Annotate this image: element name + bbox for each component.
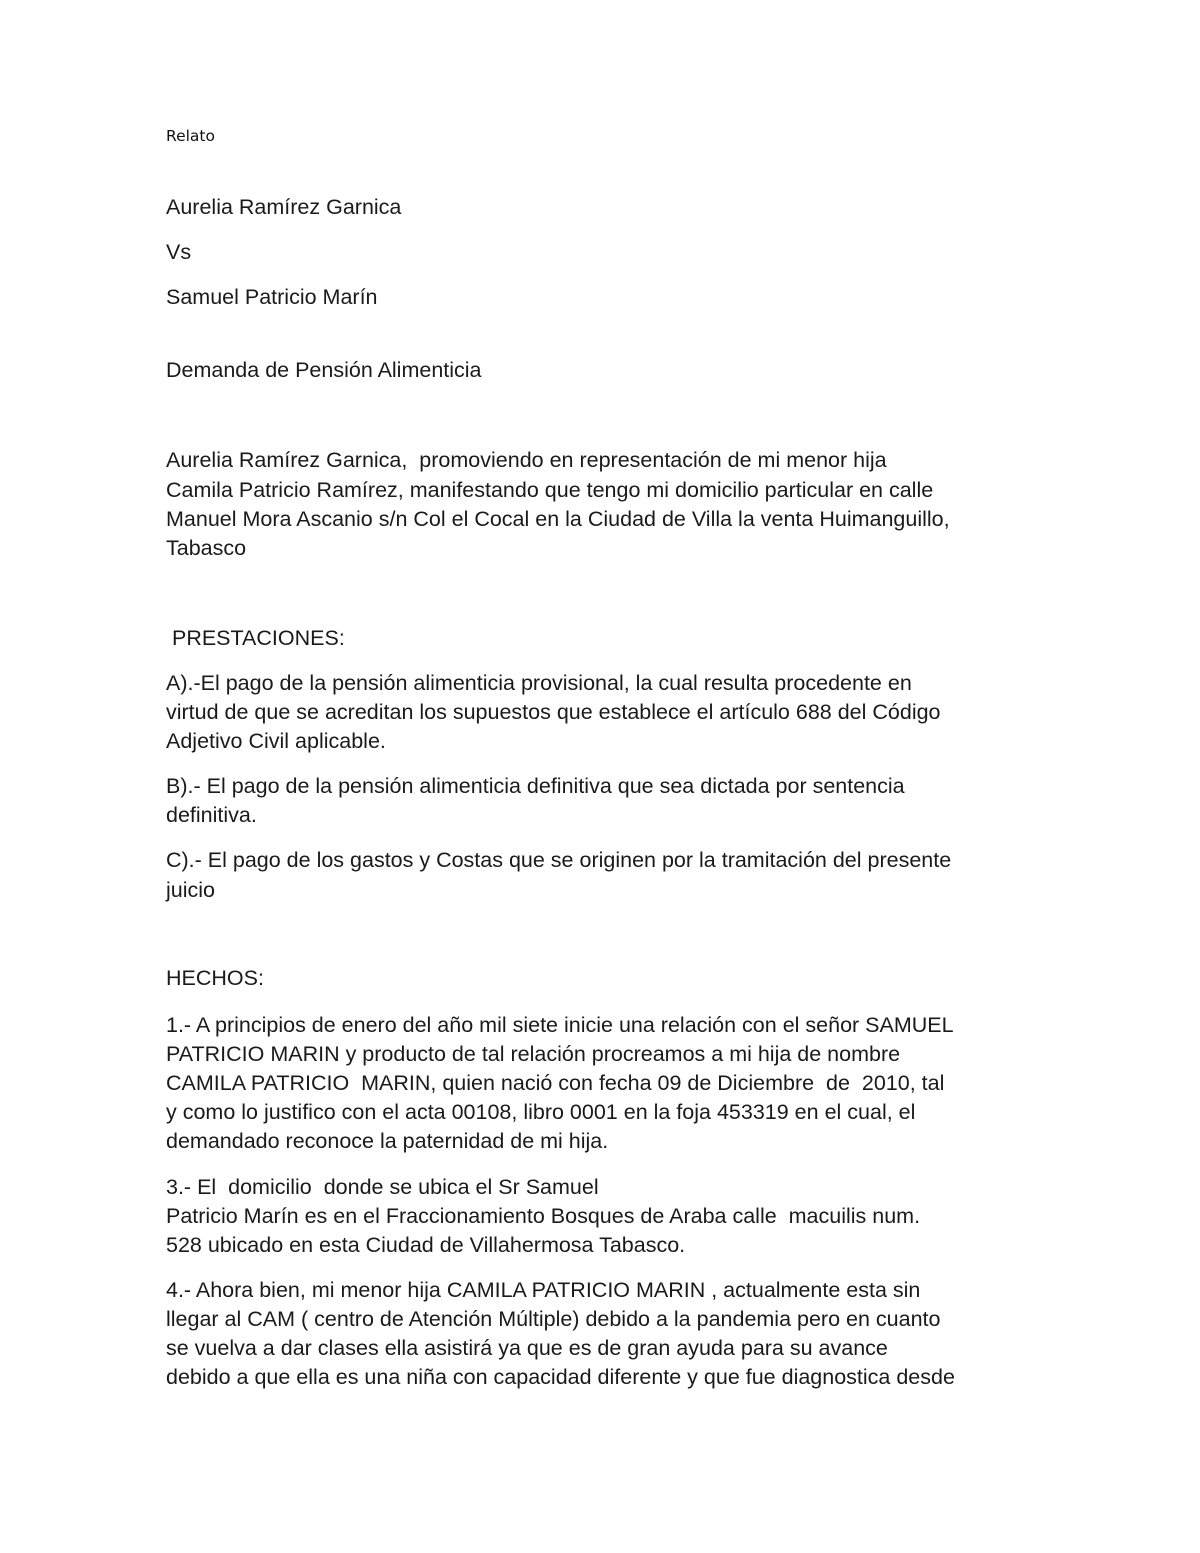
hecho-4-line: 4.- Ahora bien, mi menor hija CAMILA PATRICIO MARIN , actualmente esta sin: [166, 1278, 921, 1302]
defendant-name: Samuel Patricio Marín: [166, 285, 378, 309]
hecho-4-line: se vuelva a dar clases ella asistirá ya que es de gran ayuda para su avance: [166, 1336, 888, 1360]
document-title: Demanda de Pensión Alimenticia: [166, 358, 482, 382]
prestacion-b-line: B).- El pago de la pensión alimenticia definitiva que sea dictada por sentencia: [166, 774, 905, 798]
intro-line: Camila Patricio Ramírez, manifestando que tengo mi domicilio particular en calle: [166, 478, 934, 502]
hecho-4-line: llegar al CAM ( centro de Atención Múltiple) debido a la pandemia pero en cuanto: [166, 1307, 941, 1331]
versus-label: Vs: [166, 240, 192, 264]
hecho-1-line: demandado reconoce la paternidad de mi hija.: [166, 1129, 609, 1153]
prestacion-b-line: definitiva.: [166, 803, 257, 827]
prestaciones-heading: PRESTACIONES:: [166, 626, 345, 650]
hecho-3-line: Patricio Marín es en el Fraccionamiento Bosques de Araba calle macuilis num.: [166, 1204, 921, 1228]
document-heading: Relato: [166, 127, 215, 145]
prestacion-c-line: juicio: [166, 878, 215, 902]
hecho-1-line: PATRICIO MARIN y producto de tal relación procreamos a mi hija de nombre: [166, 1042, 901, 1066]
intro-line: Aurelia Ramírez Garnica, promoviendo en representación de mi menor hija: [166, 448, 887, 472]
hecho-4-line: debido a que ella es una niña con capacidad diferente y que fue diagnostica desde: [166, 1365, 955, 1389]
hecho-1-line: y como lo justifico con el acta 00108, libro 0001 en la foja 453319 en el cual, el: [166, 1100, 916, 1124]
plaintiff-name: Aurelia Ramírez Garnica: [166, 195, 402, 219]
hecho-1-line: 1.- A principios de enero del año mil siete inicie una relación con el señor SAMUEL: [166, 1013, 954, 1037]
prestacion-a-line: A).-El pago de la pensión alimenticia provisional, la cual resulta procedente en: [166, 671, 912, 695]
hecho-1-line: CAMILA PATRICIO MARIN, quien nació con fecha 09 de Diciembre de 2010, tal: [166, 1071, 945, 1095]
prestacion-a-line: Adjetivo Civil aplicable.: [166, 729, 386, 753]
prestacion-c-line: C).- El pago de los gastos y Costas que se originen por la tramitación del presente: [166, 848, 952, 872]
intro-line: Tabasco: [166, 536, 247, 560]
hecho-3-line: 528 ubicado en esta Ciudad de Villahermosa Tabasco.: [166, 1233, 686, 1257]
intro-line: Manuel Mora Ascanio s/n Col el Cocal en la Ciudad de Villa la venta Huimanguillo,: [166, 507, 950, 531]
hechos-heading: HECHOS:: [166, 966, 264, 990]
prestacion-a-line: virtud de que se acreditan los supuestos que establece el artículo 688 del Código: [166, 700, 941, 724]
hecho-3-line: 3.- El domicilio donde se ubica el Sr Samuel: [166, 1175, 599, 1199]
